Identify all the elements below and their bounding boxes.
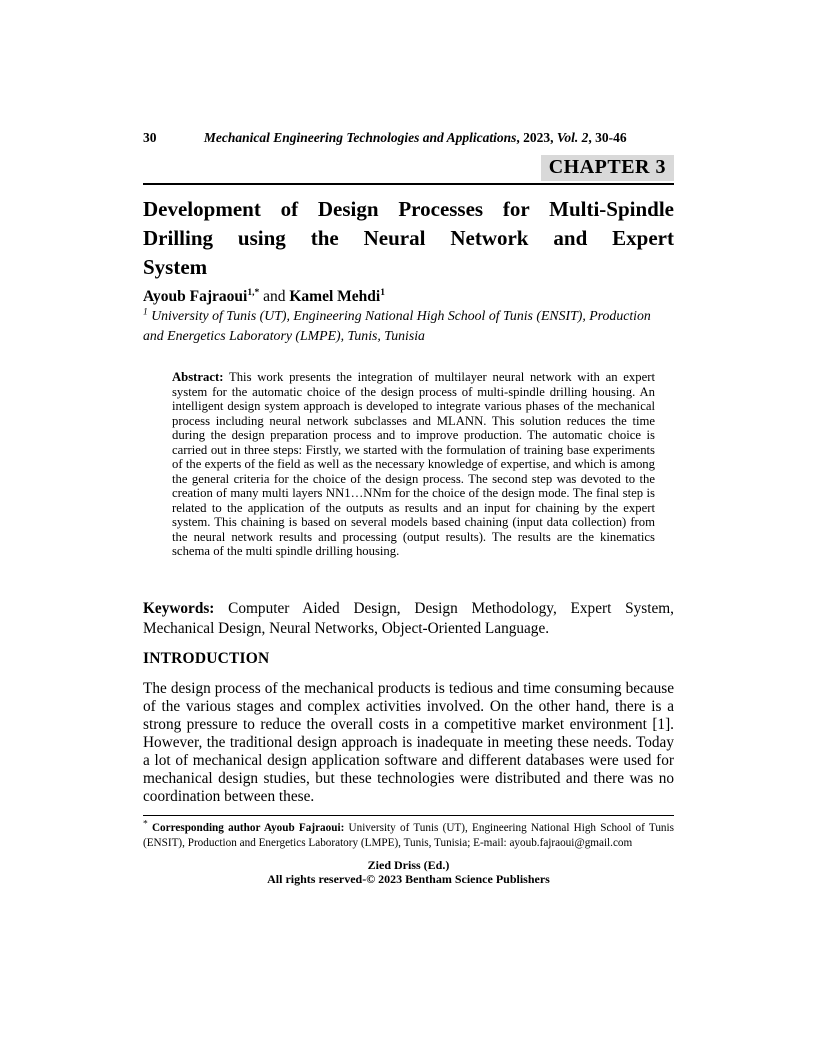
keywords-text: Computer Aided Design, Design Methodology, Expert System, Mechanical Design, Neural Networks, Object-Oriented Language. [143, 600, 674, 637]
footnote-label: Corresponding author Ayoub Fajraoui: [147, 822, 345, 834]
author-2-superscript: 1 [380, 287, 385, 298]
chapter-title-line-2: Drilling using the Neural Network and Expert [143, 226, 674, 250]
abstract-block [172, 370, 655, 559]
journal-name: Mechanical Engineering Technologies and Applications [203, 130, 517, 145]
publisher-editor: Zied Driss (Ed.) [367, 858, 450, 872]
affiliation-text: University of Tunis (UT), Engineering National High School of Tunis (ENSIT), Production and Energetics Laboratory (LMPE), Tunis, Tunisia [143, 308, 651, 343]
journal-citation [157, 130, 675, 146]
chapter-title [143, 195, 674, 282]
keywords-block [143, 599, 674, 639]
introduction-heading: INTRODUCTION [143, 650, 270, 667]
footnote-text: University of Tunis (UT), Engineering National High School of Tunis (ENSIT), Production and Energetics Laboratory (LMPE), Tunis, Tunisia; E-mail: ayoub.fajraoui@gmail.com [143, 822, 674, 849]
abstract-text: This work presents the integration of multilayer neural network with an expert system for the automatic choice of the design process of multi-spindle drilling housing. An intelligent design system approach is developed to integrate various phases of the mechanical process including neural network subclasses and MLANN. This solution reduces the time during the design preparation process and to improve production. The automatic choice is carried out in three steps: Firstly, we started with the formulation of training base experiments of the experts of the field as well as the necessary knowledge of expertise, and which is among the general criteria for the choice of the design process. The second step was devoted to the creation of many multi layers NN1…NNm for the choice of the design mode. The final step is related to the application of the outputs as results and an input for chaining by the expert system. This chaining is based on several models based chaining (input data collection) from the neural network results and processing (output results). The results are the kinematics schema of the multi spindle drilling housing. [172, 370, 655, 558]
corresponding-author-footnote [143, 821, 674, 851]
header-divider [143, 183, 674, 185]
citation-volume: Vol. 2 [556, 130, 589, 145]
chapter-title-line-3: System [143, 255, 208, 279]
running-header [143, 130, 674, 146]
authors-line [143, 288, 674, 306]
footnote-divider [143, 815, 674, 816]
footnote-marker: * [143, 819, 148, 830]
page-number: 30 [143, 130, 157, 145]
chapter-badge: CHAPTER 3 [541, 155, 674, 181]
affiliation-superscript: 1 [143, 307, 148, 318]
abstract-label: Abstract: [172, 370, 224, 384]
citation-year: , 2023, [516, 130, 557, 145]
author-1-superscript: 1,* [247, 287, 260, 298]
introduction-paragraph: The design process of the mechanical products is tedious and time consuming because of the various stages and complex activities involved. On the other hand, there is a strong pressure to reduce the overall costs in a competitive market environment [1]. However, the traditional design approach is inadequate in meeting these needs. Today a lot of mechanical design application software and different databases were used for mechanical design studies, but these technologies were distributed and there was no coordination between these. [143, 680, 674, 805]
author-2-name: Kamel Mehdi [289, 288, 381, 305]
publisher-block [143, 859, 674, 886]
keywords-label: Keywords: [143, 600, 215, 617]
publisher-rights: All rights reserved-© 2023 Bentham Science Publishers [267, 871, 550, 886]
chapter-title-line-1: Development of Design Processes for Multi-Spindle [143, 197, 674, 221]
affiliation [143, 306, 674, 346]
citation-pages: , 30-46 [588, 130, 627, 145]
authors-connector: and [259, 288, 290, 305]
author-1-name: Ayoub Fajraoui [143, 288, 248, 305]
